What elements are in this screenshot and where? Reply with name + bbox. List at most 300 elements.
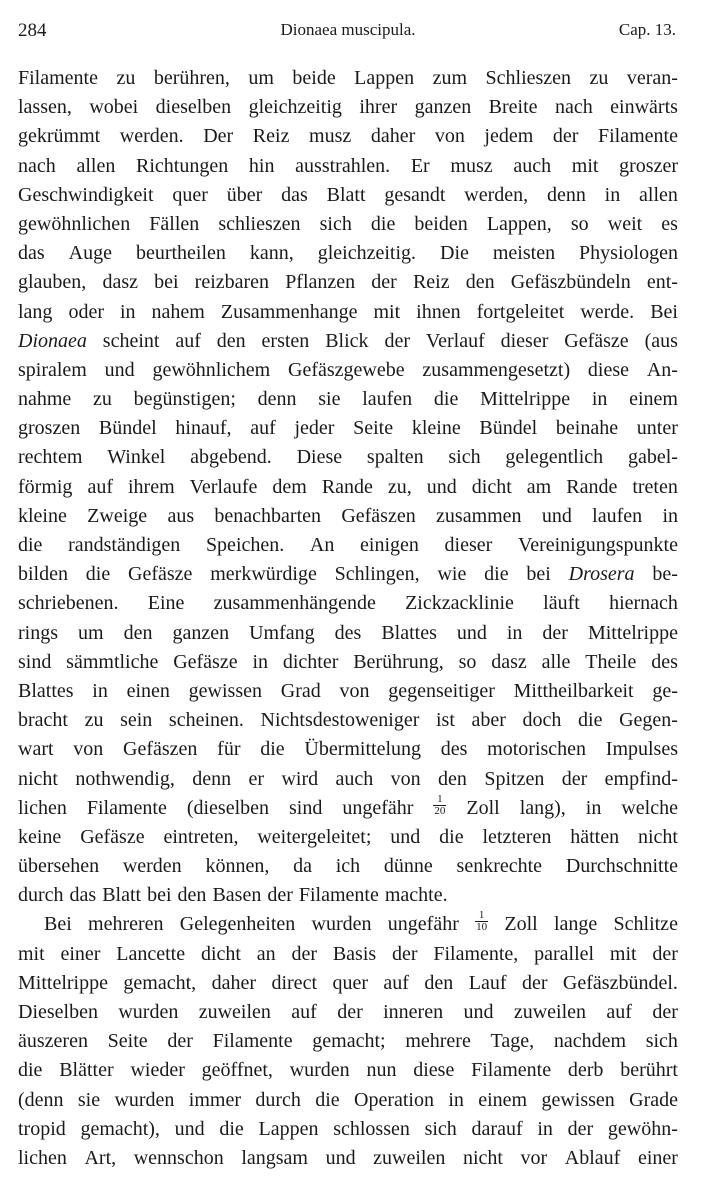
word: Filamente: [471, 1059, 552, 1082]
word: es: [661, 212, 678, 235]
word: in: [585, 796, 602, 819]
body-text: [18, 64, 678, 1173]
word: übersehen: [18, 855, 100, 878]
word: dieselben: [155, 96, 232, 119]
word: gewöhn-: [607, 1117, 678, 1140]
word: meisten: [492, 242, 556, 265]
word: mit: [373, 300, 401, 323]
word: rechtem: [18, 446, 83, 469]
word: Diese: [296, 446, 343, 469]
text-line: [18, 64, 678, 93]
word: der: [552, 125, 579, 148]
word: sich: [448, 446, 481, 469]
word: laufen: [362, 388, 413, 411]
word: weit: [607, 212, 643, 235]
word: diese: [587, 358, 630, 381]
word: die: [370, 212, 396, 235]
word: den: [177, 884, 207, 907]
word: und: [541, 504, 572, 527]
word: ich: [335, 855, 361, 878]
text-line: [18, 969, 678, 998]
word: mehreren: [88, 913, 164, 936]
word: sich: [645, 1030, 678, 1053]
word: der: [652, 1001, 678, 1023]
word: äuszeren: [18, 1030, 88, 1053]
word: Gefäszgewebe: [288, 358, 405, 381]
word: gemacht;: [312, 1030, 386, 1053]
chapter-label: Cap. 13.: [618, 20, 676, 39]
page-number: 284: [18, 20, 47, 41]
word: gleichzeitig.: [317, 242, 417, 265]
word: dem: [272, 475, 307, 498]
text-line: [18, 181, 678, 210]
word: eintreten,: [163, 825, 239, 848]
word: glauben,: [18, 271, 87, 294]
word: wieder: [130, 1059, 185, 1082]
word: von: [339, 679, 370, 702]
word: zum: [432, 67, 468, 89]
word: schlieszen: [218, 212, 301, 235]
word: so: [570, 212, 589, 235]
word: der: [291, 942, 317, 965]
word: ausstrahlen.: [295, 154, 391, 177]
word: Filamente: [597, 125, 678, 148]
word: förmig: [18, 475, 73, 498]
word: Gefäsze: [173, 650, 238, 673]
word: groszer: [619, 154, 678, 177]
fraction: [433, 794, 446, 823]
fraction-numerator: 1: [433, 794, 446, 806]
word: alle: [541, 650, 571, 673]
word: nach: [18, 154, 56, 177]
text-line: [18, 239, 678, 268]
word: bei: [526, 563, 551, 586]
word: Blätter: [59, 1059, 114, 1082]
word: Gefäsze: [128, 563, 193, 586]
word: (aus: [644, 329, 678, 352]
word: Blattes: [18, 679, 74, 702]
word: in: [448, 1088, 464, 1111]
word: die: [85, 563, 111, 586]
word: ist: [435, 709, 455, 732]
word: daher: [370, 125, 416, 148]
word: Filamente: [86, 796, 167, 819]
word: beinahe: [555, 417, 619, 440]
text-line: [18, 1086, 678, 1115]
text-line: [18, 414, 678, 443]
word: hinauf,: [175, 417, 232, 440]
word: Lappen: [354, 67, 415, 89]
word: des: [651, 650, 678, 673]
word: da: [293, 855, 312, 878]
text-line: [18, 1144, 678, 1173]
word: musz: [450, 154, 493, 177]
word: Bei: [650, 300, 678, 323]
word: für: [217, 738, 241, 761]
word: Übermittelung: [304, 738, 422, 761]
word: nothwendig,: [75, 767, 175, 790]
word: in: [662, 504, 678, 527]
word: zuweilen: [513, 1001, 587, 1023]
word: Lappen,: [486, 212, 552, 235]
word: Zoll: [466, 796, 500, 819]
text-line: [18, 823, 678, 852]
text-line: [18, 619, 678, 648]
word: gekrümmt: [18, 125, 101, 148]
text-line: [18, 560, 678, 589]
word: Die: [440, 242, 469, 265]
word: dasz: [491, 650, 527, 673]
word: Mittelrippe: [587, 621, 678, 644]
word: einem: [478, 1088, 528, 1111]
text-line: [18, 531, 678, 560]
word: sie: [318, 388, 341, 411]
word: denn: [257, 388, 297, 411]
word: auf: [291, 1001, 317, 1023]
word: jeder: [294, 417, 335, 440]
word: lassen,: [18, 96, 72, 119]
word: wart: [18, 738, 54, 761]
word: einen: [126, 679, 170, 702]
running-head: [18, 20, 678, 46]
word: am: [526, 475, 552, 498]
word: Blattes: [381, 621, 437, 644]
word: Reiz: [252, 125, 290, 148]
word: vor: [520, 1146, 548, 1169]
word: in: [604, 183, 621, 206]
word: Gefäszbündel.: [562, 971, 678, 994]
word: den: [438, 767, 467, 790]
word: in: [591, 388, 608, 411]
word: gewöhnlichem: [152, 358, 271, 381]
word: die: [18, 1059, 43, 1082]
word: um: [248, 67, 274, 89]
word: der: [542, 621, 568, 644]
word: zusammen: [436, 504, 522, 527]
word: dünne: [383, 855, 433, 878]
word: Drosera: [568, 563, 635, 586]
word: Schlitze: [613, 913, 678, 936]
word: beide: [292, 67, 336, 89]
word: Basis: [332, 942, 377, 965]
word: beiden: [414, 212, 468, 235]
word: parallel: [534, 942, 595, 965]
word: veran-: [626, 67, 678, 89]
word: Umfang: [249, 621, 315, 644]
word: nahme: [18, 388, 72, 411]
word: der: [371, 271, 397, 294]
word: Auge: [68, 242, 112, 265]
word: quer: [332, 971, 368, 994]
running-title: Dionaea muscipula.: [280, 20, 416, 39]
word: die: [18, 534, 43, 556]
word: Gefäsze: [564, 329, 629, 352]
word: sein: [120, 709, 153, 732]
word: diese: [413, 1059, 455, 1082]
word: wurden: [289, 1059, 350, 1082]
word: Rande: [321, 475, 373, 498]
word: bilden: [18, 563, 68, 586]
word: beurtheilen: [135, 242, 226, 265]
word: Grade: [629, 1088, 678, 1111]
word: gabel-: [627, 446, 678, 469]
word: mit: [18, 942, 45, 965]
word: wennschon: [133, 1146, 224, 1169]
word: wie: [437, 563, 467, 586]
word: reizbaren: [194, 271, 270, 294]
word: sind: [18, 650, 52, 673]
word: hin: [248, 154, 275, 177]
word: An-: [646, 358, 678, 381]
text-line: [18, 122, 678, 151]
word: ge-: [652, 679, 678, 702]
word: senkrechte: [456, 855, 543, 878]
word: (dieselben: [186, 796, 270, 819]
word: kleine: [18, 504, 67, 527]
word: fortgeleitet: [476, 300, 565, 323]
word: An: [309, 534, 335, 556]
word: Lancette: [116, 942, 186, 965]
fraction: [475, 910, 488, 939]
word: können,: [205, 855, 270, 878]
word: in: [537, 1117, 553, 1140]
word: denn: [546, 183, 586, 206]
word: direct: [271, 971, 317, 994]
word: Er: [410, 154, 430, 177]
word: (denn: [18, 1088, 64, 1111]
word: Theile: [585, 650, 637, 673]
text-line: [18, 735, 678, 764]
word: werde.: [580, 300, 635, 323]
text-line: [18, 473, 678, 502]
word: der: [652, 942, 678, 965]
word: werden: [122, 855, 182, 878]
word: dieser: [500, 329, 549, 352]
text-line: [18, 356, 678, 385]
text-line: [18, 677, 678, 706]
word: ganzen: [172, 621, 230, 644]
word: die: [260, 738, 285, 761]
word: Bündel: [98, 417, 157, 440]
word: Zickzacklinie: [405, 592, 514, 615]
word: Bündel: [479, 417, 538, 440]
word: Nichtsdestoweniger: [260, 709, 420, 732]
word: der: [337, 1001, 363, 1023]
word: und: [390, 825, 421, 848]
word: dicht: [471, 475, 512, 498]
word: wurden: [118, 1001, 179, 1023]
word: einem: [629, 388, 678, 411]
word: welche: [621, 796, 678, 819]
word: mehrere: [405, 1030, 471, 1053]
word: auf: [606, 1001, 632, 1023]
word: an: [256, 942, 276, 965]
text-line: [18, 940, 678, 969]
word: lang),: [519, 796, 566, 819]
word: ihnen: [416, 300, 461, 323]
word: Lappen: [258, 1117, 319, 1140]
word: sämmtliche: [66, 650, 159, 673]
word: zu: [84, 709, 104, 732]
word: der: [521, 971, 548, 994]
word: Seite: [353, 417, 394, 440]
word: von: [390, 767, 421, 790]
word: spiralem: [18, 358, 87, 381]
word: ersten: [261, 329, 310, 352]
word: dichter: [282, 650, 339, 673]
text-line: [18, 648, 678, 677]
word: und: [456, 621, 487, 644]
text-line: [18, 794, 678, 823]
word: aber: [471, 709, 506, 732]
word: über: [226, 183, 263, 206]
word: der: [567, 1117, 594, 1140]
word: empfind-: [604, 767, 678, 790]
word: Fällen: [149, 212, 200, 235]
word: von: [73, 738, 104, 761]
word: einer: [60, 942, 101, 965]
word: Schlingen,: [334, 563, 420, 586]
word: lange: [553, 913, 598, 936]
word: bracht: [18, 709, 68, 732]
word: Grad: [280, 679, 321, 702]
word: nicht: [638, 825, 678, 848]
word: treten: [632, 475, 678, 498]
word: keine: [18, 825, 62, 848]
word: schlossen: [333, 1117, 410, 1140]
word: auf: [87, 475, 113, 498]
word: machte.: [384, 884, 448, 907]
word: dieser: [444, 534, 493, 556]
word: durch: [255, 1088, 301, 1111]
word: scheinen.: [168, 709, 244, 732]
word: ungefähr: [387, 913, 459, 936]
word: Mittelrippe: [18, 971, 108, 994]
word: nun: [366, 1059, 397, 1082]
word: Bei: [44, 913, 72, 936]
word: musz: [309, 125, 352, 148]
word: doch: [522, 709, 562, 732]
word: wurden: [311, 913, 372, 936]
text-line: [18, 910, 678, 939]
fraction-denominator: 10: [476, 921, 488, 934]
word: den: [216, 329, 246, 352]
word: Zusammenhange: [220, 300, 358, 323]
word: ihrem: [127, 475, 175, 498]
word: zu: [116, 67, 136, 89]
text-line: [18, 1027, 678, 1056]
word: darauf: [471, 1117, 523, 1140]
word: Gelegenheiten: [179, 913, 296, 936]
word: Gefäsze: [80, 825, 145, 848]
word: merkwürdige: [210, 563, 317, 586]
word: sich: [424, 1117, 457, 1140]
word: rings: [18, 621, 58, 644]
word: durch: [18, 884, 64, 907]
word: groszen: [18, 417, 81, 440]
word: Spitzen: [484, 767, 545, 790]
word: scheint: [102, 329, 160, 352]
word: hiernach: [609, 592, 678, 615]
word: ihrer: [359, 96, 398, 119]
word: Mittelrippe: [480, 388, 571, 411]
word: Seite: [107, 1030, 148, 1053]
word: um: [78, 621, 104, 644]
word: die: [484, 563, 509, 586]
text-line: [18, 268, 678, 297]
word: in: [119, 300, 136, 323]
word: Zweige: [87, 504, 148, 527]
fraction-numerator: 1: [475, 910, 488, 922]
word: nicht: [462, 1146, 503, 1169]
word: und: [426, 475, 457, 498]
word: Filamente: [18, 67, 98, 89]
text-line: [18, 1056, 678, 1085]
word: tropid: [18, 1117, 66, 1140]
word: kleine: [411, 417, 461, 440]
word: hätten: [570, 825, 620, 848]
word: Schlieszen: [485, 67, 572, 89]
text-line: [18, 998, 678, 1027]
word: gleichzeitig: [248, 96, 342, 119]
word: Gegen-: [619, 709, 678, 732]
word: Filamente: [298, 884, 379, 907]
word: weitergeleitet;: [257, 825, 372, 848]
word: Blatt: [326, 183, 366, 206]
word: Tage,: [490, 1030, 535, 1053]
word: allen: [76, 154, 116, 177]
word: gemacht,: [123, 971, 197, 994]
word: Physiologen: [579, 242, 678, 265]
word: so: [458, 650, 477, 673]
word: allen: [639, 183, 678, 206]
word: von: [434, 125, 465, 148]
word: Verlauf: [425, 329, 485, 352]
text-line: [18, 852, 678, 881]
word: und: [104, 358, 135, 381]
word: Operation: [354, 1088, 434, 1111]
word: das: [281, 183, 308, 206]
word: gemacht),: [80, 1117, 160, 1140]
word: auf: [175, 329, 201, 352]
word: gewöhnlichen: [18, 212, 131, 235]
word: Ablauf: [564, 1146, 621, 1169]
word: nicht: [18, 767, 58, 790]
text-line: [18, 93, 678, 122]
word: gelegentlich: [505, 446, 604, 469]
text-line: [18, 385, 678, 414]
word: abgebend.: [190, 446, 272, 469]
word: der: [561, 767, 588, 790]
word: der: [391, 942, 418, 965]
word: und: [174, 1117, 205, 1140]
word: die: [439, 825, 464, 848]
word: Dieselben: [18, 1001, 98, 1023]
word: Eine: [147, 592, 185, 615]
word: Der: [203, 125, 234, 148]
word: sie: [77, 1088, 101, 1111]
text-line: [18, 327, 678, 356]
word: gegenseitiger: [388, 679, 495, 702]
text-line: [18, 706, 678, 735]
word: der: [384, 329, 410, 352]
word: Breite: [488, 96, 538, 119]
word: Filamente: [212, 1030, 293, 1053]
word: mit: [609, 942, 637, 965]
word: sind: [289, 796, 323, 819]
word: wobei: [89, 96, 139, 119]
fraction-denominator: 20: [434, 804, 446, 817]
